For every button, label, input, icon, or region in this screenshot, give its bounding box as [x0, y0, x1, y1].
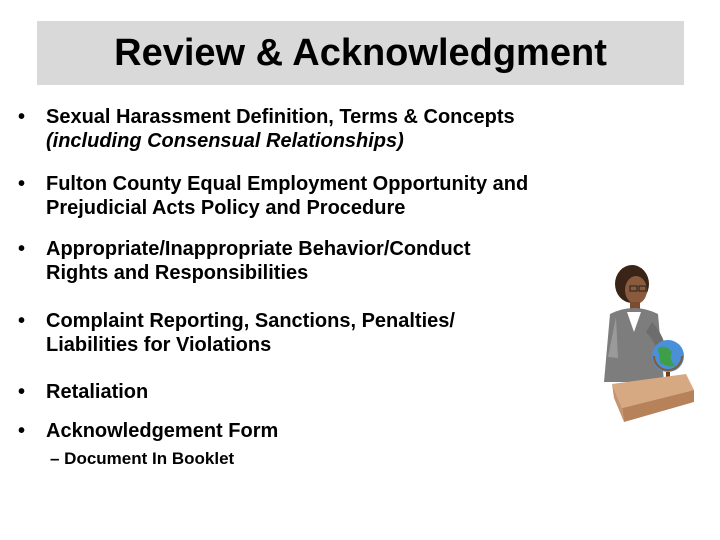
sub-bullet: – Document In Booklet: [50, 449, 235, 468]
bullet-item: [18, 237, 648, 285]
bullet-item: [18, 309, 648, 357]
bullet-text-continued: Prejudicial Acts Policy and Procedure: [46, 197, 406, 219]
bullet-dot: •: [18, 310, 26, 332]
page-title: Review & Acknowledgment: [114, 31, 607, 74]
teacher-with-globe-icon: [582, 262, 702, 422]
title-banner: [37, 21, 684, 85]
bullet-dot: •: [18, 238, 26, 260]
bullet-text: Acknowledgement Form: [46, 420, 279, 442]
bullet-item: [18, 419, 648, 443]
bullet-dot: •: [18, 420, 26, 442]
bullet-item: [18, 172, 648, 220]
bullet-item: [18, 105, 648, 153]
bullet-text-continued: Rights and Responsibilities: [46, 262, 309, 284]
bullet-text: Fulton County Equal Employment Opportunity and: [46, 173, 529, 195]
bullet-dot: •: [18, 381, 26, 403]
bullet-text: Appropriate/Inappropriate Behavior/Conduct: [46, 238, 471, 260]
bullet-dot: •: [18, 106, 26, 128]
bullet-text-continued: (including Consensual Relationships): [46, 130, 404, 152]
bullet-text-continued: Liabilities for Violations: [46, 334, 272, 356]
bullet-text: Sexual Harassment Definition, Terms & Concepts: [46, 106, 515, 128]
bullet-text: Complaint Reporting, Sanctions, Penalties/: [46, 310, 455, 332]
bullet-item: [18, 380, 648, 404]
bullet-text: Retaliation: [46, 381, 149, 403]
bullet-dot: •: [18, 173, 26, 195]
